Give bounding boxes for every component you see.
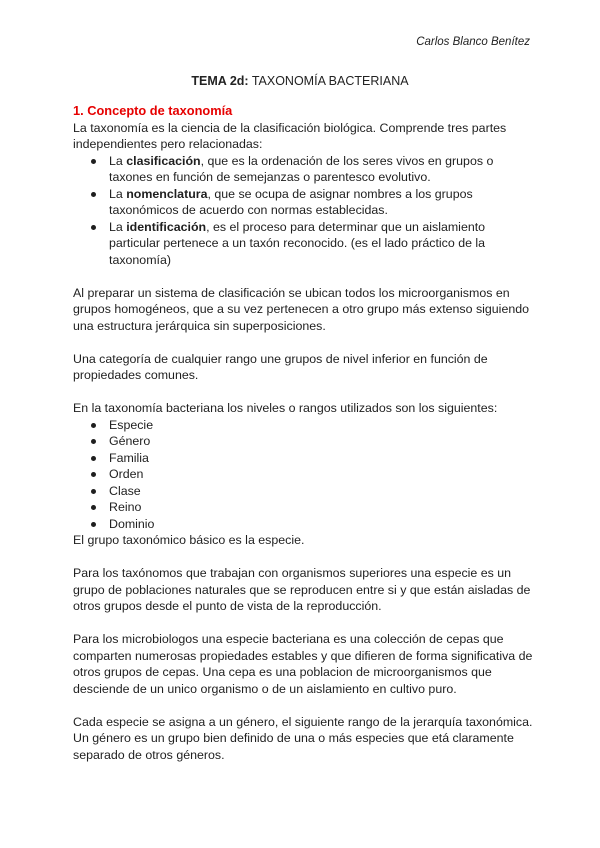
title-prefix: TEMA 2d: [191, 74, 249, 88]
taxonomy-parts-list [73, 153, 533, 269]
list-item [73, 153, 533, 186]
spacer [73, 549, 533, 566]
document-title [0, 74, 600, 88]
rank-item: Especie [73, 417, 533, 434]
list-item-post: , que es la ordenación de los seres vivos en grupos o taxones en función de semejanzas o parentesco evolutivo. [109, 153, 494, 184]
intro-paragraph: La taxonomía es la ciencia de la clasificación biológica. Comprende tres partes independientes pero relacionadas: [73, 120, 507, 151]
ranks-list [73, 417, 533, 533]
paragraph: Para los microbiologos una especie bacteriana es una colección de cepas que comparten numerosas propiedades estables y que difieren de forma significativa de otros grupos de cepas. Una cepa es una poblacion de microorganismos que desciende de un unico organismo o de un aislamiento en cultivo puro. [73, 632, 533, 696]
paragraph: Cada especie se asigna a un género, el siguiente rango de la jerarquía taxonómica. Un género es un grupo bien definido de una o más especies que etá claramente separado de otros géneros. [73, 714, 533, 762]
rank-item: Dominio [73, 516, 533, 533]
list-item-pre: La [109, 153, 127, 168]
paragraph: El grupo taxonómico básico es la especie. [73, 533, 305, 547]
rank-item: Reino [73, 499, 533, 516]
spacer [73, 334, 533, 351]
paragraph: Para los taxónomos que trabajan con organismos superiores una especie es un grupo de poblaciones naturales que se reproducen entre si y que están aisladas de otros grupos desde el punto de vista de la reproducción. [73, 566, 531, 613]
list-item-pre: La [109, 186, 127, 201]
list-item-pre: La [109, 219, 127, 234]
paragraph: En la taxonomía bacteriana los niveles o rangos utilizados son los siguientes: [73, 401, 498, 415]
list-item-term: identificación [126, 219, 207, 234]
author-header: Carlos Blanco Benítez [416, 36, 530, 48]
section-heading: 1. Concepto de taxonomía [73, 103, 233, 118]
paragraph: Al preparar un sistema de clasificación se ubican todos los microorganismos en grupos homogéneos, que a su vez pertenecen a otro grupo más extenso siguiendo una estructura jerárquica sin superposiciones. [73, 285, 530, 333]
list-item-post: , que se ocupa de asignar nombres a los grupos taxonómicos de acuerdo con normas establecidas. [109, 186, 473, 217]
list-item-post: , es el proceso para determinar que un aislamiento particular pertenece a un taxón reconocido. (es el lado práctico de la taxonomía) [109, 219, 486, 267]
rank-item: Familia [73, 450, 533, 467]
rank-item: Clase [73, 483, 533, 500]
list-item [73, 219, 533, 269]
list-item-term: clasificación [126, 153, 201, 168]
spacer [73, 384, 533, 401]
rank-item: Género [73, 433, 533, 450]
list-item [73, 186, 533, 219]
spacer [73, 697, 533, 714]
title-text: TAXONOMÍA BACTERIANA [248, 74, 409, 88]
rank-item: Orden [73, 466, 533, 483]
paragraph: Una categoría de cualquier rango une grupos de nivel inferior en función de propiedades comunes. [73, 351, 488, 382]
spacer [73, 268, 533, 285]
list-item-term: nomenclatura [126, 186, 208, 201]
document-body [73, 103, 533, 763]
spacer [73, 615, 533, 632]
